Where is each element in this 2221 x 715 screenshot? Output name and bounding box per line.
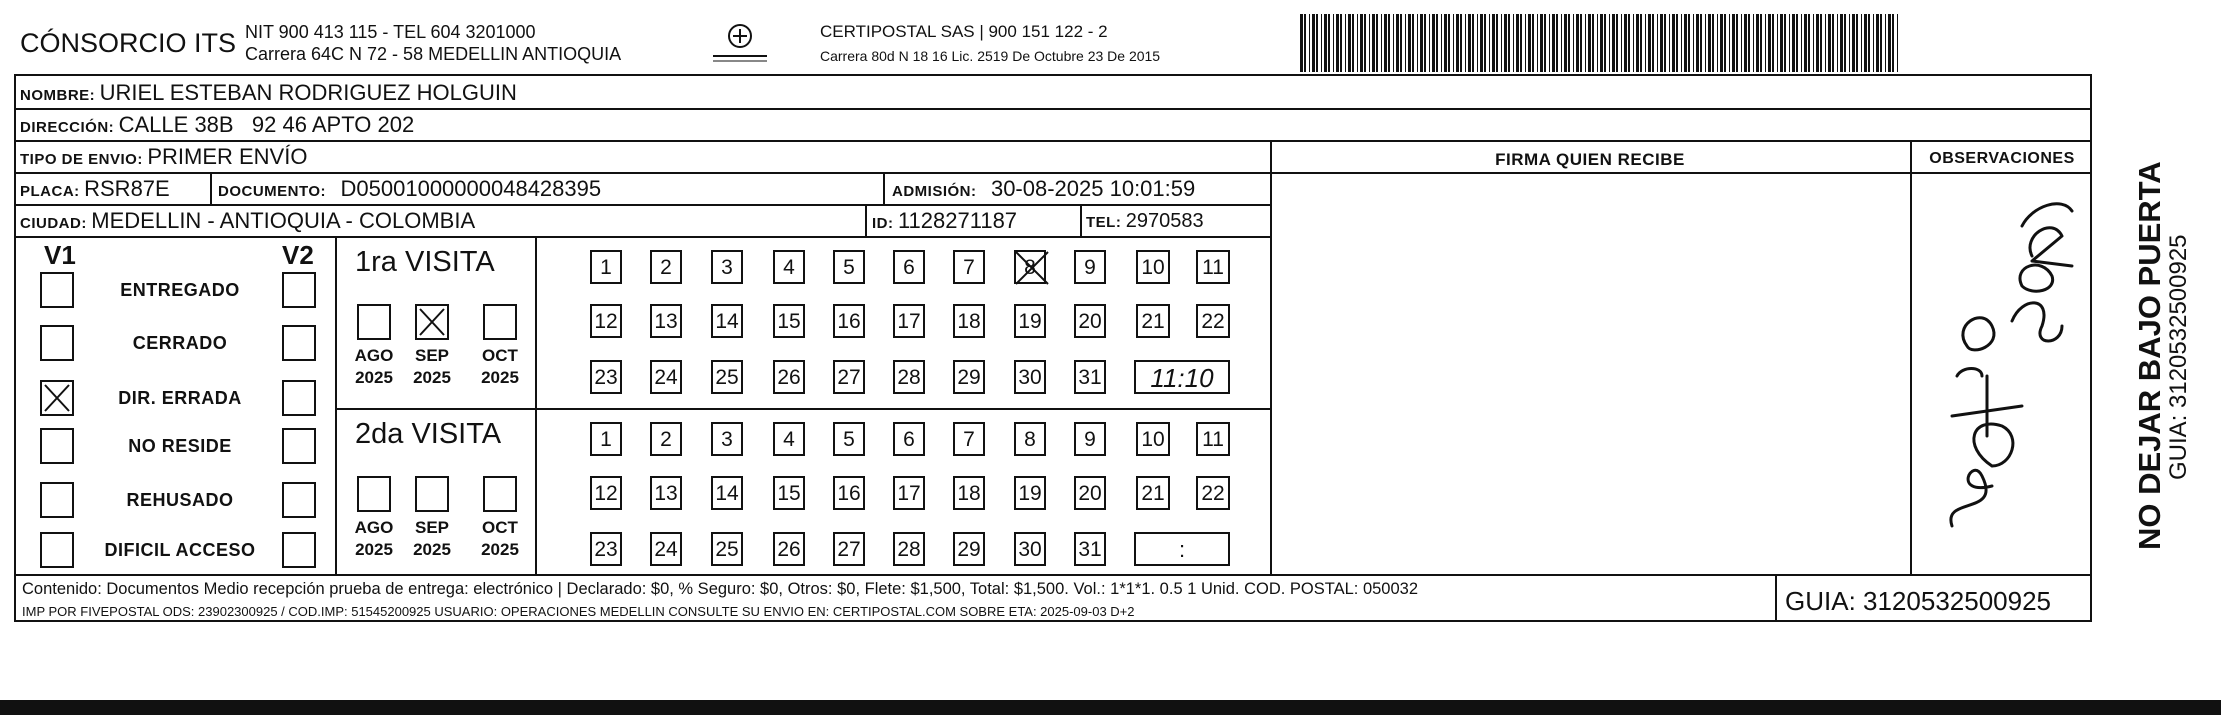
v1-checkbox[interactable]: [40, 482, 74, 518]
day-box[interactable]: 25: [711, 532, 743, 566]
day-box[interactable]: 3: [711, 250, 743, 284]
day-box[interactable]: 12: [590, 304, 622, 338]
no-dejar-bajo-puerta: NO DEJAR BAJO PUERTA: [2132, 161, 2167, 550]
ciudad-value: MEDELLIN - ANTIOQUIA - COLOMBIA: [91, 208, 476, 233]
day-box[interactable]: 5: [833, 422, 865, 456]
day-box[interactable]: 29: [953, 360, 985, 394]
month-checkbox[interactable]: [357, 304, 391, 340]
year-label: 2025: [355, 368, 393, 387]
time-box[interactable]: 11:10: [1134, 360, 1230, 394]
tipo-label: TIPO DE ENVIO:: [20, 151, 143, 168]
day-box[interactable]: 13: [650, 476, 682, 510]
day-box[interactable]: 25: [711, 360, 743, 394]
day-box[interactable]: 10: [1136, 250, 1170, 284]
month-checkbox[interactable]: [483, 476, 517, 512]
day-box[interactable]: 5: [833, 250, 865, 284]
month-checkbox[interactable]: [415, 476, 449, 512]
day-box[interactable]: 2: [650, 250, 682, 284]
day-box[interactable]: 14: [711, 304, 743, 338]
direccion-value: CALLE 38B 92 46 APTO 202: [118, 112, 415, 137]
day-box[interactable]: 27: [833, 360, 865, 394]
day-box[interactable]: 21: [1136, 476, 1170, 510]
month-label: SEP: [414, 518, 450, 537]
id-label: ID:: [872, 215, 894, 232]
company-name: CÓNSORCIO ITS: [20, 28, 237, 58]
v1-checkbox[interactable]: [40, 532, 74, 568]
day-box[interactable]: 18: [953, 476, 985, 510]
day-box[interactable]: 15: [773, 476, 805, 510]
day-box[interactable]: 1: [590, 250, 622, 284]
day-box[interactable]: 30: [1014, 532, 1046, 566]
day-box[interactable]: 22: [1196, 304, 1230, 338]
month-checkbox[interactable]: [415, 304, 449, 340]
v2-checkbox[interactable]: [282, 272, 316, 308]
ciudad-label: CIUDAD:: [20, 215, 87, 232]
address-line: Carrera 64C N 72 - 58 MEDELLIN ANTIOQUIA: [245, 44, 622, 64]
nombre-value: URIEL ESTEBAN RODRIGUEZ HOLGUIN: [99, 80, 517, 105]
day-box[interactable]: 1: [590, 422, 622, 456]
v2-checkbox[interactable]: [282, 428, 316, 464]
day-box[interactable]: 4: [773, 250, 805, 284]
day-box[interactable]: 19: [1014, 476, 1046, 510]
day-box[interactable]: 30: [1014, 360, 1046, 394]
tel-value: 2970583: [1125, 210, 1204, 232]
day-box[interactable]: 26: [773, 360, 805, 394]
day-box[interactable]: 16: [833, 304, 865, 338]
day-box[interactable]: 17: [893, 476, 925, 510]
v2-checkbox[interactable]: [282, 325, 316, 361]
certipostal-line1: CERTIPOSTAL SAS | 900 151 122 - 2: [820, 22, 1108, 41]
month-checkbox[interactable]: [357, 476, 391, 512]
day-box[interactable]: 22: [1196, 476, 1230, 510]
month-label: AGO: [354, 518, 394, 537]
observation-handwriting: [1912, 176, 2092, 572]
day-box[interactable]: 27: [833, 532, 865, 566]
footer-contenido: Contenido: Documentos Medio recepción prueba de entrega: electrónico | Declarado: $0, % Seguro: $0, Otros: $0, Flete: $1,500, Total: $1,500. Vol.: 1*1*1. 0.5 1 Unid. COD. POSTAL: 050032: [22, 580, 1419, 598]
status-label: DIR. ERRADA: [118, 388, 242, 408]
day-box[interactable]: 3: [711, 422, 743, 456]
status-label: REHUSADO: [126, 490, 234, 510]
day-box[interactable]: 8: [1014, 250, 1046, 284]
nit-line: NIT 900 413 115 - TEL 604 3201000: [245, 22, 536, 42]
day-box[interactable]: 17: [893, 304, 925, 338]
day-box[interactable]: 9: [1074, 422, 1106, 456]
day-box[interactable]: 13: [650, 304, 682, 338]
day-box[interactable]: 23: [590, 532, 622, 566]
v2-label: V2: [282, 240, 314, 270]
nombre-label: NOMBRE:: [20, 87, 96, 104]
day-box[interactable]: 7: [953, 422, 985, 456]
year-label: 2025: [413, 368, 451, 387]
documento-value: D05001000000048428395: [340, 176, 602, 201]
day-box[interactable]: 16: [833, 476, 865, 510]
status-label: DIFICIL ACCESO: [104, 540, 256, 560]
month-label: OCT: [482, 518, 518, 537]
year-label: 2025: [481, 540, 519, 559]
day-box[interactable]: 10: [1136, 422, 1170, 456]
day-box[interactable]: 20: [1074, 476, 1106, 510]
admision-label: ADMISIÓN:: [892, 183, 977, 200]
v2-checkbox[interactable]: [282, 380, 316, 416]
v2-checkbox[interactable]: [282, 482, 316, 518]
day-box[interactable]: 29: [953, 532, 985, 566]
id-value: 1128271187: [897, 208, 1018, 233]
firma-header: FIRMA QUIEN RECIBE: [1495, 150, 1685, 169]
visit-title: 2da VISITA: [355, 418, 502, 450]
year-label: 2025: [355, 540, 393, 559]
day-box[interactable]: 4: [773, 422, 805, 456]
side-guia: GUIA: 3120532500925: [2165, 234, 2192, 480]
day-box[interactable]: 21: [1136, 304, 1170, 338]
day-box[interactable]: 14: [711, 476, 743, 510]
day-box[interactable]: 6: [893, 250, 925, 284]
direccion-label: DIRECCIÓN:: [20, 119, 115, 136]
bottom-edge: [0, 700, 2221, 715]
v1-checkbox[interactable]: [40, 325, 74, 361]
day-box[interactable]: 6: [893, 422, 925, 456]
day-box[interactable]: 28: [893, 532, 925, 566]
documento-label: DOCUMENTO:: [218, 183, 327, 200]
year-label: 2025: [481, 368, 519, 387]
status-label: NO RESIDE: [128, 436, 232, 456]
status-label: CERRADO: [132, 333, 228, 353]
barcode: [1300, 14, 1900, 72]
admision-value: 30-08-2025 10:01:59: [990, 176, 1196, 201]
day-box[interactable]: 24: [650, 532, 682, 566]
visit-title: 1ra VISITA: [355, 246, 495, 278]
day-box[interactable]: 11: [1196, 422, 1230, 456]
footer-guia: GUIA: 3120532500925: [1785, 586, 2051, 616]
day-box[interactable]: 18: [953, 304, 985, 338]
v2-checkbox[interactable]: [282, 532, 316, 568]
day-box[interactable]: 11: [1196, 250, 1230, 284]
v1-label: V1: [44, 240, 76, 270]
day-box[interactable]: 7: [953, 250, 985, 284]
v1-checkbox[interactable]: [40, 428, 74, 464]
certipostal-line2: Carrera 80d N 18 16 Lic. 2519 De Octubre 23 De 2015: [820, 48, 1161, 64]
day-box[interactable]: 2: [650, 422, 682, 456]
certipostal-logo: [705, 20, 775, 66]
day-box[interactable]: 24: [650, 360, 682, 394]
day-box[interactable]: 26: [773, 532, 805, 566]
day-box[interactable]: 8: [1014, 422, 1046, 456]
status-label: ENTREGADO: [120, 280, 240, 300]
v1-checkbox[interactable]: [40, 272, 74, 308]
day-box[interactable]: 20: [1074, 304, 1106, 338]
time-box[interactable]: :: [1134, 532, 1230, 566]
footer-imp: IMP POR FIVEPOSTAL ODS: 23902300925 / COD.IMP: 51545200925 USUARIO: OPERACIONES MEDELLIN CONSULTE SU ENVIO EN: CERTIPOSTAL.COM SOBRE ETA: 2025-09-03 D+2: [22, 604, 1135, 619]
day-box[interactable]: 9: [1074, 250, 1106, 284]
v1-checkbox[interactable]: [40, 380, 74, 416]
day-box[interactable]: 23: [590, 360, 622, 394]
placa-value: RSR87E: [84, 176, 170, 201]
tel-label: TEL:: [1086, 214, 1122, 231]
placa-label: PLACA:: [20, 183, 80, 200]
day-box[interactable]: 28: [893, 360, 925, 394]
day-box[interactable]: 31: [1074, 360, 1106, 394]
day-box[interactable]: 12: [590, 476, 622, 510]
month-label: AGO: [354, 346, 394, 365]
day-check-mark: [1014, 250, 1050, 291]
month-checkbox[interactable]: [483, 304, 517, 340]
year-label: 2025: [413, 540, 451, 559]
day-box[interactable]: 19: [1014, 304, 1046, 338]
day-box[interactable]: 15: [773, 304, 805, 338]
day-box[interactable]: 31: [1074, 532, 1106, 566]
observaciones-header: OBSERVACIONES: [1929, 150, 2075, 167]
tipo-value: PRIMER ENVÍO: [147, 144, 308, 169]
month-label: SEP: [414, 346, 450, 365]
month-label: OCT: [482, 346, 518, 365]
